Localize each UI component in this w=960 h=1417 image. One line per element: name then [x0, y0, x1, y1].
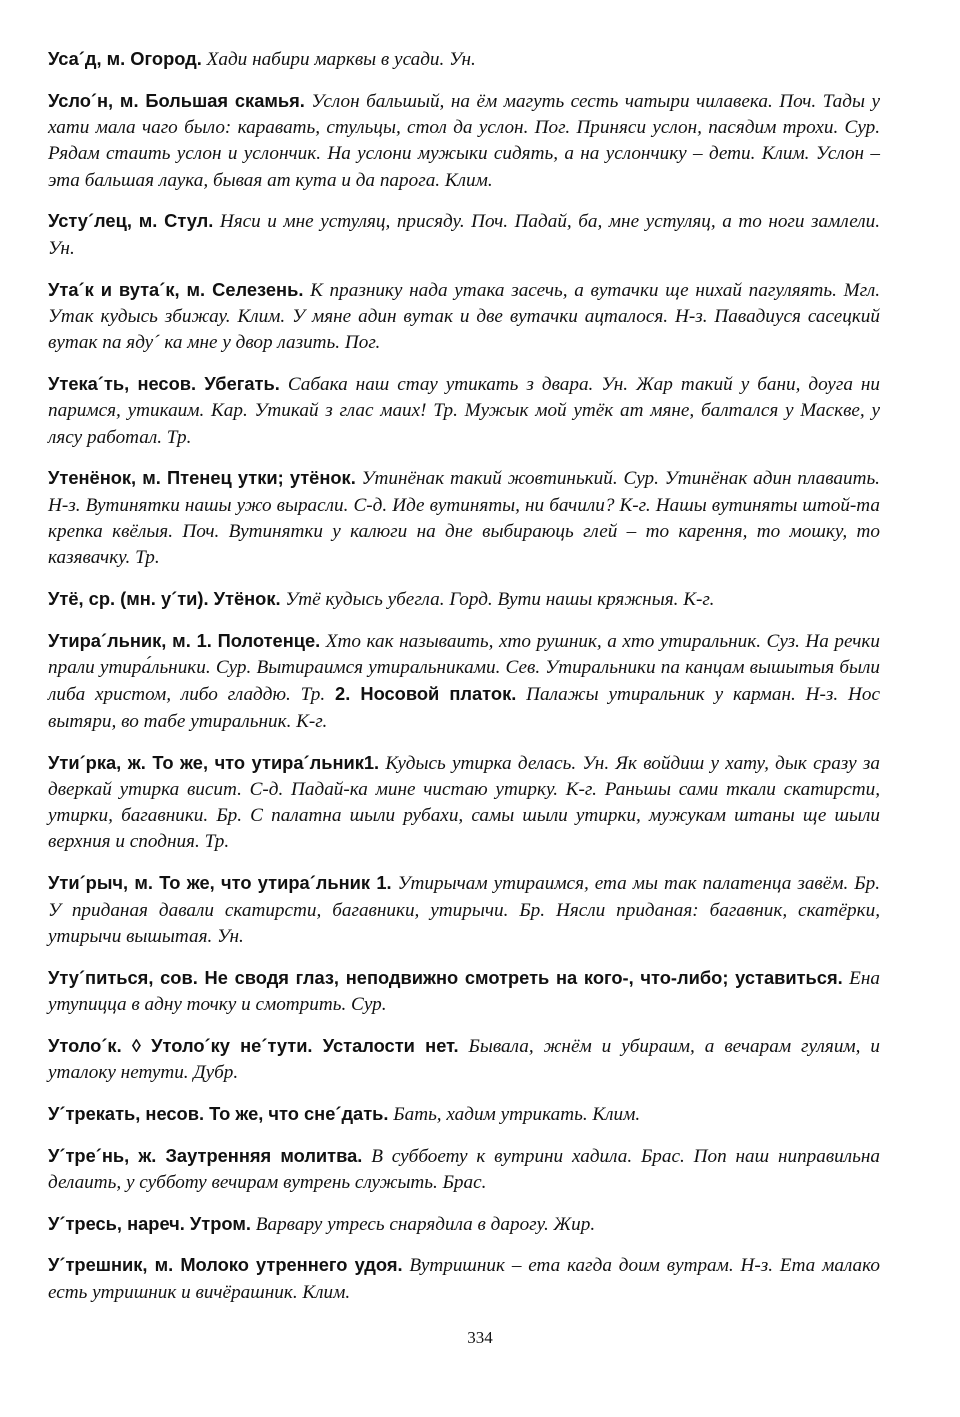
entry-examples-sense-2: Палажы утиральник у карман. Н-з. Нос вытяри, во табе утиральник. К-г. — [48, 684, 880, 732]
entry-examples: Няси и мне устуляц, присяду. Поч. Падай, ба, мне устуляц, а то ноги замлели. Ун. — [48, 211, 880, 259]
entry-headword: Усло´н, м. Большая скамья. — [48, 89, 305, 111]
entry — [48, 371, 880, 451]
entry — [48, 586, 880, 613]
entry-headword: Уса´д, м. Огород. — [48, 48, 202, 69]
entry — [48, 46, 880, 73]
entry — [48, 1143, 880, 1197]
entry-examples: Бать, хадим утрикать. Клим. — [393, 1103, 641, 1125]
entry-headword: Уту´питься, сов. Не сводя глаз, неподвижно смотреть на кого-, что-либо; уставиться. — [48, 966, 843, 988]
entry — [48, 277, 880, 357]
entry — [48, 1252, 880, 1306]
entry-examples: В суббоету к вутрини хадила. Брас. Поп наш ниправильна делаить, у субботу вечирам вутрень служыть. Брас. — [48, 1145, 880, 1193]
entry-sense-2: 2. Носовой платок. — [335, 683, 517, 705]
entry-headword: Утека´ть, несов. Убегать. — [48, 372, 280, 394]
entry-headword: Утё, ср. (мн. у´ти). Утёнок. — [48, 588, 281, 610]
entry-headword: Утенёнок, м. Птенец утки; утёнок. — [48, 467, 356, 489]
entry-headword: Утоло´к. ◊ Утоло´ку не´тути. Усталости нет. — [48, 1034, 459, 1056]
entry-headword: Утира´льник, м. 1. Полотенце. — [48, 629, 321, 651]
entry-examples: Хто как называить, хто рушник, а хто утиральник. Суз. На речки прали утира́льники. Сур. Вытираимся утиральниками. Сев. Утиральники па канцам вышытыя были либа христом, либо гладдю. Тр. — [48, 630, 881, 706]
entry-headword: У´тресь, нареч. Утром. — [48, 1212, 251, 1234]
entry-headword: Ути´рыч, м. То же, что утира´льник 1. — [48, 872, 392, 894]
entry-examples: К празнику нада утака засечь, а вутачки ще нихай пагуляять. Мгл. Утак кудысь збижау. Клим. У мяне адин вутак и две вутачки ацталося. Н-з. Павадиуся сасецкий вутак па яду´ ка мне у двор лазить. Пог. — [48, 279, 881, 354]
entry-headword: У´тре´нь, ж. Заутренняя молитва. — [48, 1144, 363, 1166]
page-number: 334 — [467, 1328, 493, 1347]
entry — [48, 208, 880, 262]
entry — [48, 750, 880, 856]
entry — [48, 88, 880, 194]
entry-examples: Ена утупицца в адну точку и смотрить. Сур. — [48, 967, 880, 1015]
entry-examples: Хади набири марквы в усади. Ун. — [206, 49, 476, 70]
entry — [48, 1101, 880, 1128]
entry-headword: Усту´лец, м. Стул. — [48, 210, 214, 232]
entry-examples: Услон бальшый, на ём магуть сесть чатыри чилавека. Поч. Тады у хати мала чаго было: каравать, стульцы, стол да услон. Пог. Приняси услон, пасядим трохи. Сур. Рядам стаить услон и услончик. На услони мужыки сидять, а на услончику – дети. Клим. Услон – эта бальшая лаука, бывая ат кута и да парога. Клим. — [48, 90, 880, 191]
entry-examples: Вутришник – ета кагда доим вутрам. Н-з. Ета малако есть утришник и вичёрашник. Клим. — [48, 1255, 880, 1303]
entry-examples: Бывала, жнём и убираим, а вечарам гуляим, и уталоку нетути. Дубр. — [48, 1035, 881, 1083]
entry-examples: Сабака наш стау утикать з двара. Ун. Жар такий у бани, доуга ни паримся, утикаим. Кар. Утикай з глас маих! Тр. Мужык мой утёк ат мяне, балтался у Маскве, у лясу работал. Тр. — [48, 373, 881, 448]
entry — [48, 965, 880, 1019]
entry-examples: Утё кудысь убегла. Горд. Вути нашы кряжныя. К-г. — [285, 589, 715, 611]
entries-list — [48, 46, 880, 1321]
entry — [48, 870, 880, 950]
entry-headword: Ути´рка, ж. То же, что утира´льник1. — [48, 751, 380, 773]
entry-headword: У´трешник, м. Молоко утреннего удоя. — [48, 1254, 403, 1276]
entry — [48, 628, 880, 735]
entry — [48, 1211, 880, 1238]
entry-examples: Утирычам утираимся, ета мы так палатенца завём. Бр. У приданая давали скатирсти, багавники, утирычи. Бр. Нясли приданая: багавник, скатёрки, утирычи вышытая. Ун. — [48, 873, 881, 947]
entry — [48, 1033, 880, 1087]
entry-examples: Варвару утресь снарядила в дарогу. Жир. — [255, 1213, 596, 1235]
entry — [48, 465, 880, 571]
entry-headword: У´трекать, несов. То же, что сне´дать. — [48, 1102, 389, 1124]
entry-headword: Ута´к и вута´к, м. Селезень. — [48, 278, 304, 300]
entry-examples: Утинёнак такий жовтинький. Сур. Утинёнак адин плаваить. Н-з. Вутинятки нашы ужо вырасли. С-д. Иде вутиняты, ни бачили? К-г. Нашы вутиняты штой-та крепка квёлыя. Поч. Вутинятки у калюги на дне выбираюць глей – то карення, то мошку, то казявачку. Тр. — [48, 468, 880, 569]
entry-examples: Кудысь утирка делась. Ун. Як войдиш у хату, дык сразу за дверкай утирка висит. С-д. Падай-ка мине чистаю утирку. К-г. Раньшы сами ткали скатирсти, утирки, багавники. Бр. С палатна шыли рубахи, самы шыли утирки, мужукам штаны ще шыли верхния и сподния. Тр. — [48, 752, 881, 853]
